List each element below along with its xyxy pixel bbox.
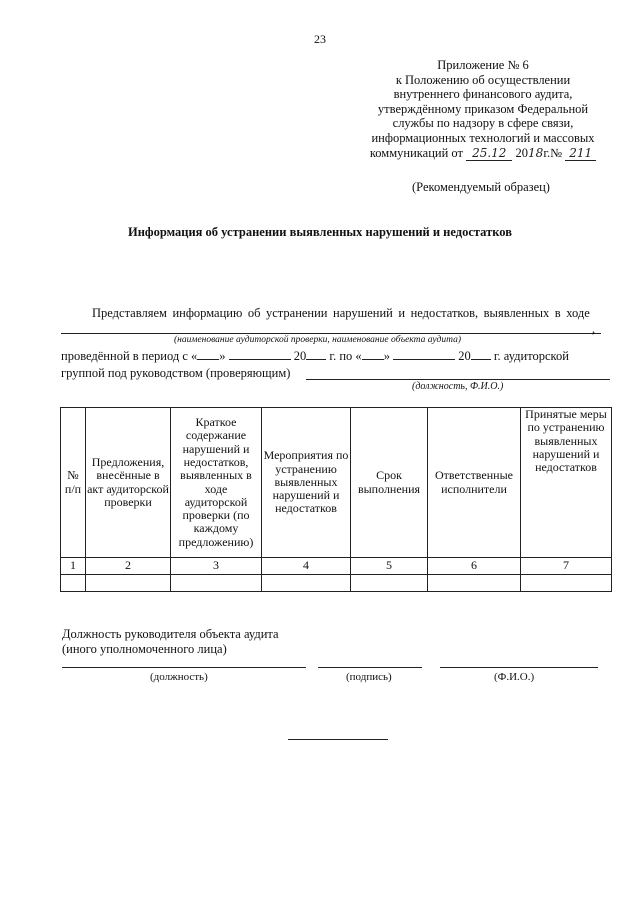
table-cell — [262, 575, 351, 592]
column-number-row — [61, 558, 612, 575]
table-cell — [428, 575, 521, 592]
recommended-sample: (Рекомендуемый образец) — [412, 180, 550, 194]
audit-name-line — [61, 333, 601, 334]
audit-table — [60, 407, 612, 592]
order-year-prefix: 20 — [515, 145, 529, 160]
table-cell — [86, 575, 171, 592]
table-cell — [351, 575, 428, 592]
period-text: » — [219, 349, 226, 363]
period-start-month-blank — [229, 348, 291, 360]
position-line — [62, 667, 306, 668]
signature-head-line2: (иного уполномоченного лица) — [62, 642, 227, 656]
column-number: 4 — [262, 558, 351, 575]
signature-line — [318, 667, 422, 668]
header-cell: Краткое содержание нарушений и недостатков, выявленных в ходе аудиторской проверки (по каждому предложению) — [171, 408, 262, 558]
intro-text: Представляем информацию об устранении нарушений и недостатков, выявленных в ходе — [92, 306, 590, 320]
table-header-row — [61, 408, 612, 558]
signature-head-line1: Должность руководителя объекта аудита — [62, 627, 279, 641]
column-number: 6 — [428, 558, 521, 575]
header-cell: Принятые меры по устранению выявленных нарушений и недостатков — [521, 408, 612, 558]
appendix-line: Приложение № 6 — [437, 58, 529, 72]
order-date-handwritten: 25.12 — [466, 146, 512, 161]
appendix-line: внутреннего финансового аудита, — [393, 87, 573, 102]
period-text: г. по « — [329, 349, 362, 363]
signature-label: (подпись) — [346, 671, 392, 683]
position-label: (должность) — [150, 671, 208, 683]
period-end-day-blank — [362, 348, 384, 360]
appendix-line: информационных технологий и массовых — [371, 130, 595, 145]
column-number: 2 — [86, 558, 171, 575]
header-cell: № п/п — [61, 408, 86, 558]
period-end-month-blank — [393, 348, 455, 360]
name-line — [440, 667, 598, 668]
period-text: 20 — [458, 349, 471, 363]
period-end-year-blank — [471, 348, 491, 360]
group-line-blank — [306, 379, 610, 380]
appendix-block — [358, 58, 608, 160]
appendix-order-line — [358, 146, 608, 161]
order-number-prefix: г.№ — [543, 145, 563, 160]
group-line-caption: (должность, Ф.И.О.) — [412, 381, 504, 392]
order-number-handwritten: 211 — [565, 146, 596, 161]
document-title: Информация об устранении выявленных нарушений и недостатков — [128, 225, 512, 239]
header-cell: Мероприятия по устранению выявленных нарушений и недостатков — [262, 408, 351, 558]
order-year-handwritten: 18 — [528, 145, 544, 160]
name-label: (Ф.И.О.) — [494, 671, 535, 683]
table-cell — [521, 575, 612, 592]
period-text: » — [383, 349, 390, 363]
table-cell — [171, 575, 262, 592]
page-number: 23 — [314, 32, 326, 46]
appendix-line: службы по надзору в сфере связи, — [392, 116, 574, 131]
period-start-year-blank — [306, 348, 326, 360]
audit-name-line-end: , — [592, 322, 596, 336]
appendix-line: к Положению об осуществлении — [395, 72, 571, 87]
group-line-text: группой под руководством (проверяющим) — [61, 366, 291, 380]
period-text: г. аудиторской — [493, 349, 569, 363]
audit-name-caption: (наименование аудиторской проверки, наименование объекта аудита) — [174, 335, 461, 345]
header-cell: Срок выполнения — [351, 408, 428, 558]
column-number: 3 — [171, 558, 262, 575]
table-row — [61, 575, 612, 592]
column-number: 1 — [61, 558, 86, 575]
header-cell: Предложения, внесённые в акт аудиторской проверки — [86, 408, 171, 558]
column-number: 7 — [521, 558, 612, 575]
appendix-line: утверждённому приказом Федеральной — [377, 101, 589, 116]
column-number: 5 — [351, 558, 428, 575]
period-line — [61, 348, 569, 364]
period-text: проведённой в период с « — [61, 349, 198, 363]
header-cell: Ответственные исполнители — [428, 408, 521, 558]
table-cell — [61, 575, 86, 592]
period-start-day-blank — [197, 348, 219, 360]
end-divider — [288, 739, 388, 740]
period-text: 20 — [293, 349, 307, 363]
order-date-prefix: коммуникаций от — [369, 145, 463, 160]
